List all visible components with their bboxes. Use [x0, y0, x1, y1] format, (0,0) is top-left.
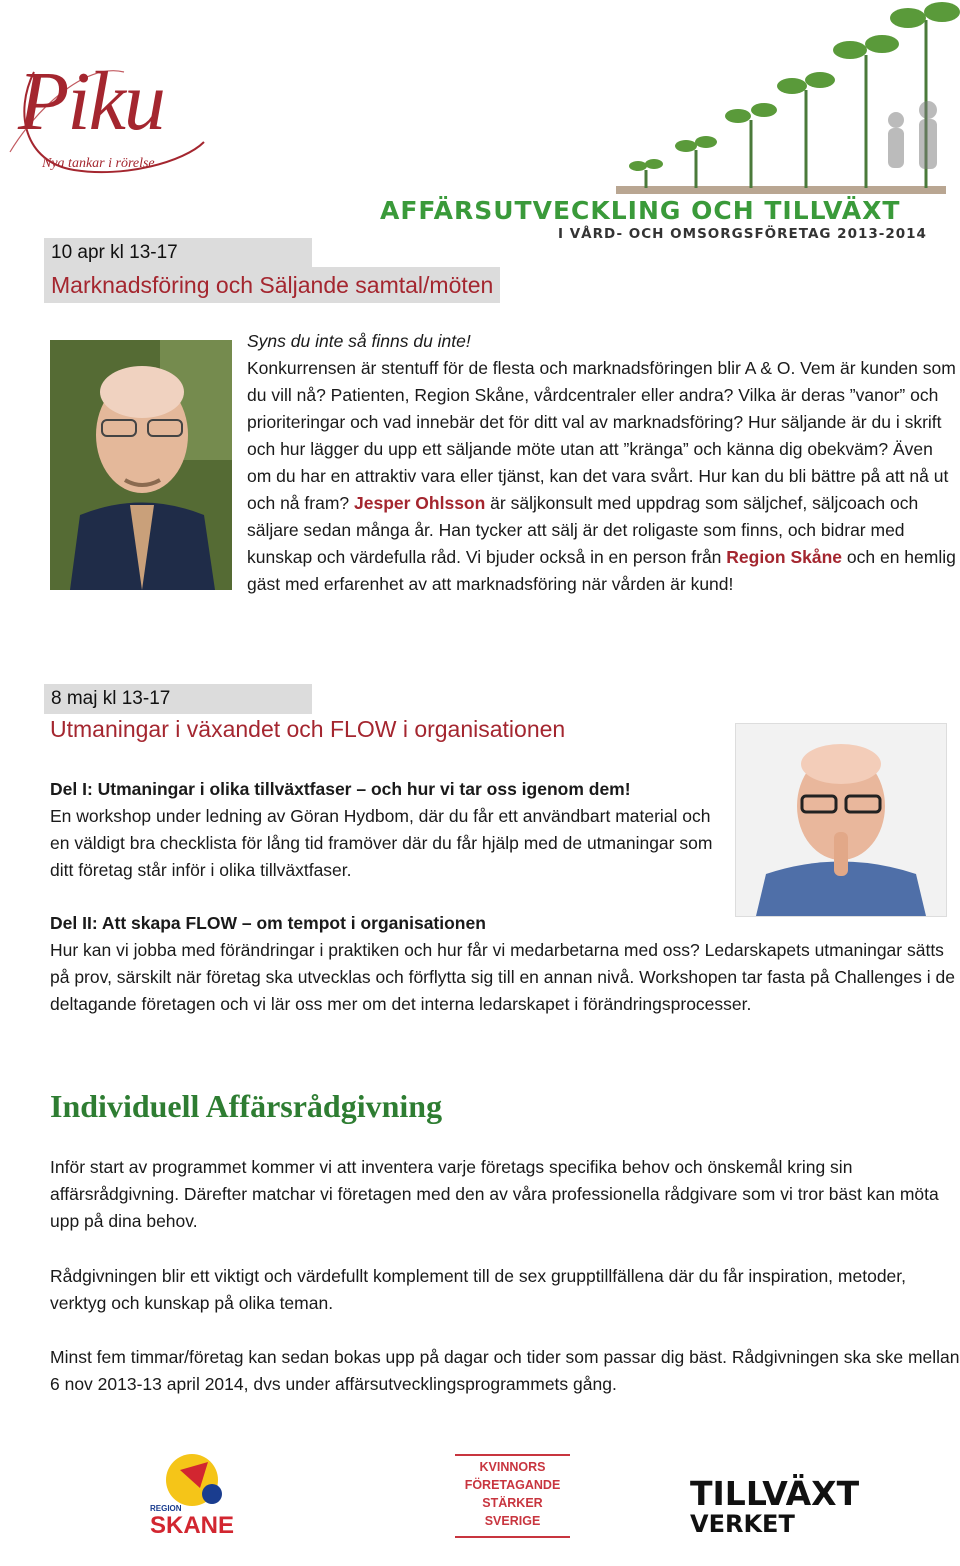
- section1-highlight-name: Jesper Ohlsson: [354, 493, 486, 513]
- section3-p3: Minst fem timmar/företag kan sedan bokas upp på dagar och tider som passar dig bäst. Rådgivningen ska ske mellan 6 nov 2013-13 april 2014, dvs under affärsutvecklingsprogrammets gång.: [50, 1347, 960, 1394]
- region-small-label: REGION: [150, 1504, 182, 1513]
- kvinnors-foretagande-logo: [455, 1454, 570, 1538]
- section1-text-a: Konkurrensen är stentuff för de flesta och marknadsföringen blir A & O. Vem är kunden som du vill nå? Patienten, Region Skåne, vårdcentraler eller andra? Vilka är deras ”vanor” och prioriteringar och vad innebär det för ditt val av marknadsföring? Hur säljande är du i skrift och hur lägger du upp ett säljande möte utan att ”kränga” och känna dig obekväm? Även om du har en attraktiv vara eller tjänst, kan det vara svårt. Hur kan du bli bättre på att nå ut och nå fram?: [247, 358, 956, 513]
- section1-body: [50, 355, 960, 598]
- section1-date: 10 apr kl 13-17: [44, 238, 312, 268]
- kfs-line-3: STÄRKER: [482, 1496, 543, 1510]
- verket-label: VERKET: [690, 1510, 795, 1538]
- section1-text-b: är säljkonsult med uppdrag som säljchef, säljcoach och säljare sedan många år. Han tycker att sälj är det roligaste som finns, och bidrar med kunskap och värdefulla råd. Vi bjuder också in en person från: [247, 493, 919, 567]
- section3-p2: Rådgivningen blir ett viktigt och värdefullt komplement till de sex grupptillfällena där du får inspiration, metoder, verktyg och kunskap på olika teman.: [50, 1266, 907, 1313]
- region-big-label: SKANE: [150, 1512, 235, 1539]
- section1-title-bar: [44, 267, 500, 303]
- section1-intro: [247, 328, 959, 355]
- section3-heading: Individuell Affärsrådgivning: [50, 1088, 443, 1124]
- logo-tagline: Nya tankar i rörelse: [42, 156, 155, 171]
- photo-spacer: [50, 355, 247, 591]
- banner-title: AFFÄRSUTVECKLING OCH TILLVÄXT: [380, 196, 901, 225]
- section2-part1-text: En workshop under ledning av Göran Hydbom, där du får ett användbart material och en väldigt bra checklista för lång tid framöver där du får hjälp med de utmaningar som ditt företag står inför i olika tillväxtfaser.: [50, 806, 713, 880]
- section2-part1: [50, 776, 720, 884]
- section2-part2-heading: Del II: Att skapa FLOW – om tempot i organisationen: [50, 913, 486, 933]
- program-banner: [376, 0, 960, 246]
- section1-intro-italic: Syns du inte så finns du inte!: [247, 331, 471, 351]
- griffin-icon: [150, 1448, 250, 1508]
- logo-wordmark: Piku: [18, 55, 164, 148]
- growing-plants-illustration: [376, 0, 960, 200]
- portrait-man-icon: [736, 724, 946, 916]
- tillvaxtverket-logo: [690, 1474, 865, 1566]
- section1-highlight-org: Region Skåne: [726, 547, 843, 567]
- section1-title: Marknadsföring och Säljande samtal/möten: [51, 272, 494, 298]
- section3-p1: Inför start av programmet kommer vi att inventera varje företags specifika behov och önskemål kring sin affärsrådgivning. Därefter matchar vi företagen med den av våra professionella rådgivare som vi tror bäst kan möta upp på dina behov.: [50, 1157, 939, 1231]
- region-skane-logo: [150, 1448, 250, 1540]
- goran-hydbom-photo: [735, 723, 947, 917]
- section2-part2: [50, 910, 960, 1018]
- tillvaxt-label: TILLVÄXT: [690, 1474, 860, 1513]
- section1-text-c: och en hemlig gäst med erfarenhet av att marknadsföring när vården är kund!: [247, 547, 956, 594]
- section2-date: 8 maj kl 13-17: [44, 684, 312, 714]
- section2-part1-heading: Del I: Utmaningar i olika tillväxtfaser – och hur vi tar oss igenom dem!: [50, 779, 631, 799]
- kfs-line-1: KVINNORS: [479, 1460, 546, 1474]
- piku-logo: [4, 52, 214, 192]
- section2-title: Utmaningar i växandet och FLOW i organisationen: [50, 716, 566, 742]
- section2-part2-text: Hur kan vi jobba med förändringar i praktiken och hur får vi medarbetarna med oss? Ledarskapets utmaningar sätts på prov, särskilt när företag ska utvecklas och förflytta sig till en annan nivå. Workshopen tar fasta på Challenges i de deltagande företagen och vi lär oss mer om det interna ledarskapet i förändringsprocesser.: [50, 940, 955, 1014]
- banner-subtitle: I VÅRD- OCH OMSORGSFÖRETAG 2013-2014: [558, 226, 927, 242]
- kfs-line-4: SVERIGE: [484, 1514, 541, 1528]
- kfs-line-2: FÖRETAGANDE: [464, 1478, 561, 1492]
